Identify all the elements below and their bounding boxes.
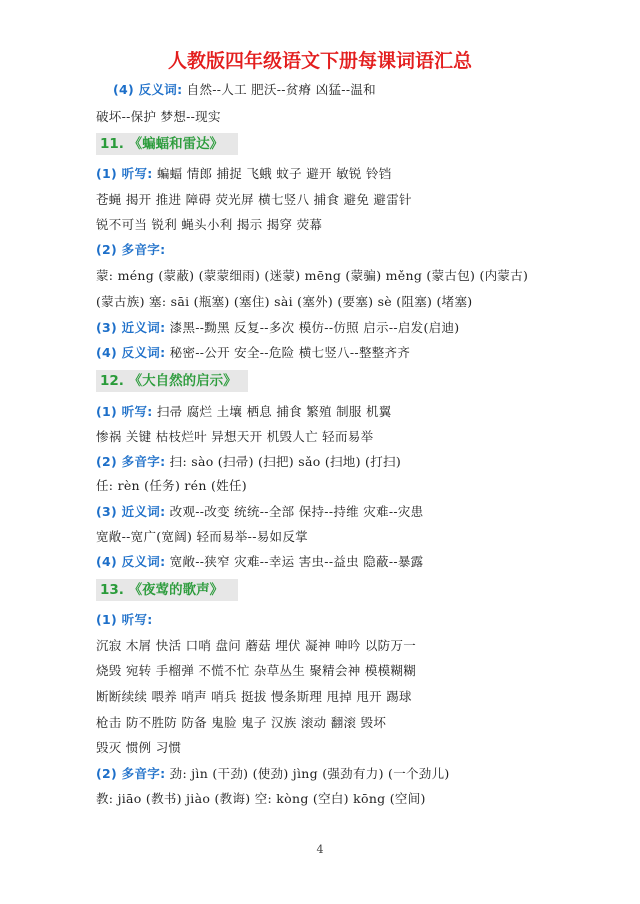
item-text: 宽敞--狭窄 灾难--幸运 害虫--益虫 隐蔽--暴露 — [169, 554, 424, 569]
item-text: 蝙蝠 情郎 捕捉 飞蛾 蚊子 避开 敏锐 铃铛 — [156, 166, 392, 181]
text-line: 烧毁 宛转 手榴弹 不慌不忙 杂草丛生 聚精会神 模模糊糊 — [96, 663, 417, 678]
page-number: 4 — [316, 843, 324, 856]
text-line — [96, 343, 410, 361]
item-label: (3) 近义词: — [96, 320, 166, 335]
item-label: (4) 反义词: — [113, 82, 183, 97]
item-label: (1) 听写: — [96, 404, 153, 419]
text-line — [96, 402, 392, 420]
text-line: 锐不可当 锐利 蝇头小利 揭示 揭穿 荧幕 — [96, 217, 323, 232]
text-line — [96, 164, 392, 182]
item-label: (4) 反义词: — [96, 345, 166, 360]
text-line: 蒙: méng (蒙蔽) (蒙蒙细雨) (迷蒙) mēng (蒙骗) měng (蒙古包) (内蒙古) — [96, 268, 529, 283]
text-line — [96, 610, 153, 628]
text-line — [96, 502, 423, 520]
text-line — [96, 552, 423, 570]
text-line: 苍蝇 揭开 推进 障碍 荧光屏 横七竖八 捕食 避免 避雷针 — [96, 192, 412, 207]
item-label: (1) 听写: — [96, 612, 153, 627]
text-line — [96, 764, 450, 782]
text-line — [96, 452, 401, 470]
item-text: 扫帚 腐烂 土壤 栖息 捕食 繁殖 制服 机翼 — [156, 404, 392, 419]
text-line: 断断续续 喂养 哨声 哨兵 挺拔 慢条斯理 甩掉 甩开 踢球 — [96, 689, 412, 704]
text-line: 教: jiāo (教书) jiào (教诲) 空: kòng (空白) kōng (空间) — [96, 791, 426, 806]
item-label: (2) 多音字: — [96, 766, 166, 781]
text-line: 宽敞--宽广(宽阔) 轻而易举--易如反掌 — [96, 529, 308, 544]
text-line: 枪击 防不胜防 防备 鬼脸 鬼子 汉族 滚动 翻滚 毁坏 — [96, 715, 387, 730]
text-line: (蒙古族) 塞: sāi (瓶塞) (塞住) sài (塞外) (要塞) sè (阻塞) (堵塞) — [96, 294, 473, 309]
item-label: (3) 近义词: — [96, 504, 166, 519]
section-heading: 12. 《大自然的启示》 — [96, 370, 248, 392]
item-text: 漆黑--黝黑 反复--多次 模仿--仿照 启示--启发(启迪) — [169, 320, 460, 335]
item-label: (1) 听写: — [96, 166, 153, 181]
item-text: 劲: jìn (干劲) (使劲) jìng (强劲有力) (一个劲儿) — [169, 766, 450, 781]
item-text: 改观--改变 统统--全部 保持--持维 灾难--灾患 — [169, 504, 424, 519]
item-text: 自然--人工 肥沃--贫瘠 凶猛--温和 — [186, 82, 376, 97]
page-title: 人教版四年级语文下册每课词语汇总 — [167, 50, 472, 72]
text-line: 毁灭 惯例 习惯 — [96, 740, 182, 755]
text-line — [96, 240, 165, 258]
item-text: 秘密--公开 安全--危险 横七竖八--整整齐齐 — [169, 345, 411, 360]
section-heading: 13. 《夜莺的歌声》 — [96, 579, 238, 601]
item-label: (2) 多音字: — [96, 454, 166, 469]
item-label: (4) 反义词: — [96, 554, 166, 569]
text-line — [113, 80, 376, 98]
text-line: 任: rèn (任务) rén (姓任) — [96, 478, 247, 493]
item-label: (2) 多音字: — [96, 242, 166, 257]
section-heading: 11. 《蝙蝠和雷达》 — [96, 133, 238, 155]
text-line: 破坏--保护 梦想--现实 — [96, 109, 221, 124]
text-line: 沉寂 木屑 快活 口哨 盘问 蘑菇 埋伏 凝神 呻吟 以防万一 — [96, 638, 417, 653]
text-line: 惨祸 关键 枯枝烂叶 异想天开 机毁人亡 轻而易举 — [96, 429, 374, 444]
text-line — [96, 318, 459, 336]
item-text: 扫: sào (扫帚) (扫把) sǎo (扫地) (打扫) — [169, 454, 402, 469]
